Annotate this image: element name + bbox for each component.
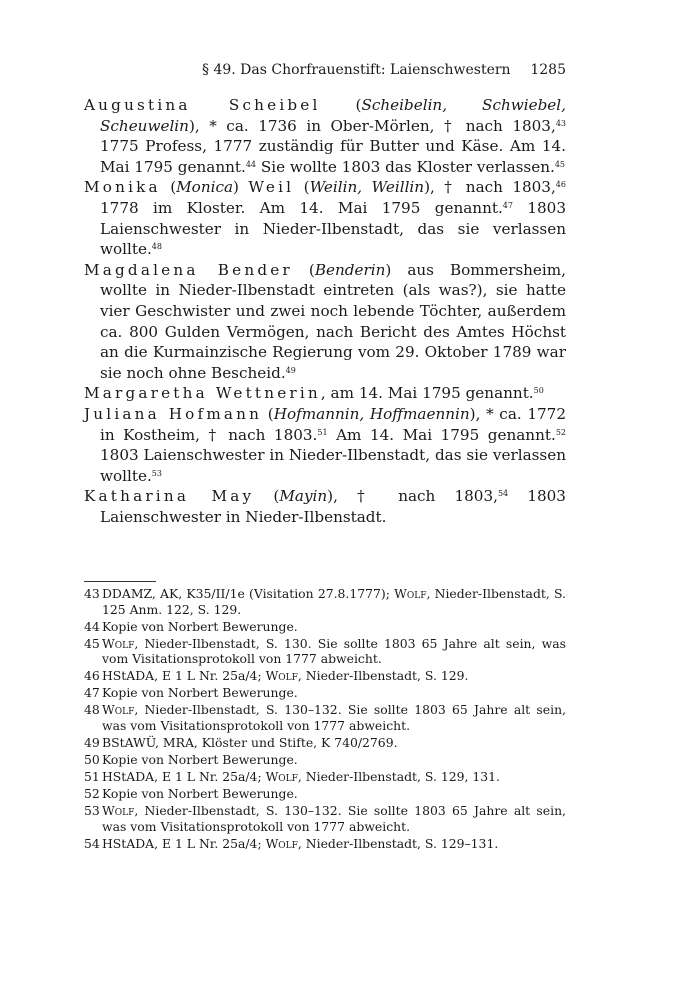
- footnote-number: 48: [84, 702, 100, 718]
- name-variants: Weilin, Weillin: [309, 178, 425, 197]
- footnote-text: [102, 702, 566, 733]
- footnote-text: [102, 685, 566, 701]
- footnote-text-part: , Nieder-Ilbenstadt, S. 130–132. Sie sollte 1803 65 Jahre alt sein, was vom Visitationsprotokoll von 1777 abweicht.: [102, 702, 566, 734]
- footnote-ref: 50: [533, 386, 544, 396]
- footnote-text-part: Kopie von Norbert Bewerunge.: [102, 618, 298, 634]
- footnote-ref: 47: [502, 200, 513, 210]
- entry-text: , † nach 1803,: [333, 487, 498, 506]
- footnote-text: [102, 786, 566, 802]
- footnote-text-part: HStADA, E 1 L Nr. 25a/4;: [102, 769, 266, 785]
- footnote: [84, 786, 566, 802]
- footnote: [84, 769, 566, 785]
- footnote-ref: 49: [285, 365, 296, 375]
- entry-name: Katharina May: [84, 487, 255, 506]
- footnote-ref: 54: [497, 489, 509, 499]
- author-smallcaps: Wolf: [265, 668, 298, 684]
- footnote-text-part: , Nieder-Ilbenstadt, S. 129.: [297, 668, 469, 684]
- author-smallcaps: Wolf: [102, 702, 135, 718]
- footnote: [84, 735, 566, 751]
- footnote-ref: 53: [151, 468, 162, 478]
- author-smallcaps: Wolf: [394, 586, 427, 601]
- entry-surname: Weil: [248, 178, 295, 197]
- footnote-number: 45: [84, 635, 100, 651]
- entry-augustina-scheibel: Augustina Scheibel (Scheibelin, Schwiebel, Scheuwelin), * ca. 1736 in Ober-Mörlen, † nach 1803,43 1775 Profess, 1777 zuständig für Butter und Käse. Am 14. Mai 1795 genannt.$^{44}$ Sie wollte 1803 das Kloster verlassen.$^{45}$: [84, 96, 566, 176]
- name-variants: Scheibelin, Schwiebel, Scheuwelin: [100, 96, 566, 135]
- footnote-ref: 51: [317, 427, 328, 437]
- running-header: [84, 62, 566, 82]
- footnote-text: [102, 619, 566, 635]
- entry-text: 1803 Laienschwester in Nieder-Ilbenstadt, das sie verlassen wollte.: [100, 446, 566, 485]
- entry-text: Sie wollte 1803 das Kloster verlassen.: [256, 157, 555, 176]
- footnote: [84, 702, 566, 733]
- footnote-text-part: HStADA, E 1 L Nr. 25a/4;: [102, 835, 266, 851]
- entry-text: 1803 Laienschwester in Nieder-Ilbenstadt.: [100, 487, 566, 526]
- footnote: [84, 586, 566, 617]
- name-variants: Hofmannin, Hoffmaennin: [273, 404, 470, 423]
- footnote-separator: [84, 581, 156, 582]
- entry-name: Juliana Hofmann: [84, 404, 263, 423]
- footnote-text-part: Kopie von Norbert Bewerunge.: [102, 685, 298, 701]
- footnote-number: 50: [84, 752, 100, 768]
- footnote-text-part: , Nieder-Ilbenstadt, S. 130. Sie sollte 1803 65 Jahre alt sein, was vom Visitationsprotokoll von 1777 abweicht.: [102, 635, 566, 667]
- author-smallcaps: Wolf: [265, 835, 298, 851]
- author-smallcaps: Wolf: [265, 769, 298, 785]
- footnote-text-part: , Nieder-Ilbenstadt, S. 125 Anm. 122, S. 129.: [102, 586, 566, 617]
- footnote-text-part: Kopie von Norbert Bewerunge.: [102, 786, 298, 802]
- entry-name: Magdalena Bender: [84, 260, 293, 279]
- footnote: [84, 636, 566, 667]
- page-number: 1285: [530, 62, 566, 78]
- footnote-ref: 46: [555, 180, 566, 190]
- main-text: [84, 95, 566, 527]
- footnote-ref: 44: [245, 159, 256, 169]
- entry-name: Margaretha Wettnerin: [84, 384, 321, 403]
- footnote-text: [102, 836, 566, 852]
- footnote: [84, 619, 566, 635]
- footnote-text-part: HStADA, E 1 L Nr. 25a/4;: [102, 668, 266, 684]
- footnote-text: [102, 668, 566, 684]
- name-variants: Mayin: [279, 487, 328, 506]
- footnote-number: 51: [84, 769, 100, 785]
- footnote-number: 43: [84, 586, 100, 601]
- footnote-text: [102, 752, 566, 768]
- entry-text: , * ca. 1772 in Kostheim, † nach 1803.: [100, 404, 566, 444]
- footnote-text-part: BStAWÜ, MRA, Klöster und Stifte, K 740/2769.: [102, 735, 398, 751]
- entry-text: , † nach 1803,: [430, 178, 556, 197]
- footnote-number: 54: [84, 835, 100, 851]
- footnote-text-part: , Nieder-Ilbenstadt, S. 129, 131.: [297, 769, 500, 785]
- entry-text: Am 14. Mai 1795 genannt.: [327, 425, 556, 444]
- footnote: [84, 685, 566, 701]
- footnote-text: [102, 735, 566, 751]
- footnote-text: [102, 803, 566, 834]
- entry-text: , * ca. 1736 in Ober-Mörlen, † nach 1803,: [194, 116, 556, 135]
- footnote-text-part: , Nieder-Ilbenstadt, S. 129–131.: [297, 835, 499, 851]
- entry-magdalena-bender: Magdalena Bender (Benderin) aus Bommersheim, wollte in Nieder-Ilbenstadt eintreten (als was?), sie hatte vier Geschwister und zwei noch lebende Töchter, außerdem ca. 800 Gulden Vermögen, nach Bericht des Amtes Höchst an die Kurmainzische Regierung vom 29. Oktober 1789 war sie noch ohne Bescheid.$^{49}$: [84, 260, 566, 382]
- footnote: [84, 752, 566, 768]
- entry-text: aus Bommersheim, wollte in Nieder-Ilbenstadt eintreten (als was?), sie hatte vier Geschwister und zwei noch lebende Töchter, außerdem ca. 800 Gulden Vermögen, nach Bericht des Amtes Höchst an die Kurmainzische Regierung vom 29. Oktober 1789 war sie noch ohne Bescheid.: [100, 260, 566, 382]
- footnote-number: 53: [84, 803, 100, 819]
- footnote-ref: 48: [151, 242, 162, 252]
- footnotes: [84, 586, 566, 853]
- running-title: § 49. Das Chorfrauenstift: Laienschwestern: [202, 62, 511, 78]
- footnote-number: 46: [84, 668, 100, 684]
- footnote-number: 47: [84, 685, 100, 701]
- footnote-text: [102, 586, 566, 617]
- footnote-text: [102, 636, 566, 667]
- entry-name: Monika: [84, 178, 161, 197]
- footnote-text-part: Kopie von Norbert Bewerunge.: [102, 752, 298, 768]
- footnote: [84, 668, 566, 684]
- entry-katharina-may: Katharina May (Mayin), † nach 1803,54 1803 Laienschwester in Nieder-Ilbenstadt.: [84, 487, 566, 526]
- entry-juliana-hofmann: Juliana Hofmann (Hofmannin, Hoffmaennin), * ca. 1772 in Kostheim, † nach 1803.51 Am 14. Mai 1795 genannt.$^{52}$ 1803 Laienschwester in Nieder-Ilbenstadt, das sie verlassen wollte.$^{53}$: [84, 404, 566, 485]
- footnote-ref: 43: [555, 118, 566, 128]
- entry-text: , am 14. Mai 1795 genannt.: [320, 384, 534, 403]
- name-variants: Monica: [176, 178, 234, 197]
- author-smallcaps: Wolf: [102, 635, 135, 651]
- entry-text: 1775 Profess, 1777 zuständig für Butter und Käse. Am 14. Mai 1795 genannt.: [100, 137, 566, 176]
- footnote-text-part: DDAMZ, AK, K35/II/1e (Visitation 27.8.1777);: [102, 586, 395, 601]
- author-smallcaps: Wolf: [102, 803, 135, 819]
- footnote-number: 44: [84, 618, 100, 634]
- entry-text: 1778 im Kloster. Am 14. Mai 1795 genannt.: [100, 198, 503, 217]
- entry-monika-weil: Monika (Monica) Weil (Weilin, Weillin), † nach 1803,46 1778 im Kloster. Am 14. Mai 1795 genannt.$^{47}$ 1803 Laienschwester in Nieder-Ilbenstadt, das sie verlassen wollte.$^{48}$: [84, 178, 567, 259]
- footnote: [84, 836, 566, 852]
- entry-margaretha-wettnerin: [84, 383, 566, 404]
- entry-name: Augustina Scheibel: [84, 96, 321, 114]
- footnote: [84, 803, 566, 834]
- name-variants: Benderin: [314, 260, 386, 279]
- footnote-ref: 52: [555, 427, 566, 437]
- footnote-number: 52: [84, 786, 100, 802]
- entry-text: 1803 Laienschwester in Nieder-Ilbenstadt, das sie verlassen wollte.: [100, 198, 567, 259]
- footnote-text-part: , Nieder-Ilbenstadt, S. 130–132. Sie sollte 1803 65 Jahre alt sein, was vom Visitationsprotokoll von 1777 abweicht.: [102, 803, 566, 834]
- footnote-ref: 45: [554, 159, 565, 169]
- footnote-number: 49: [84, 735, 100, 751]
- footnote-text: [102, 769, 566, 785]
